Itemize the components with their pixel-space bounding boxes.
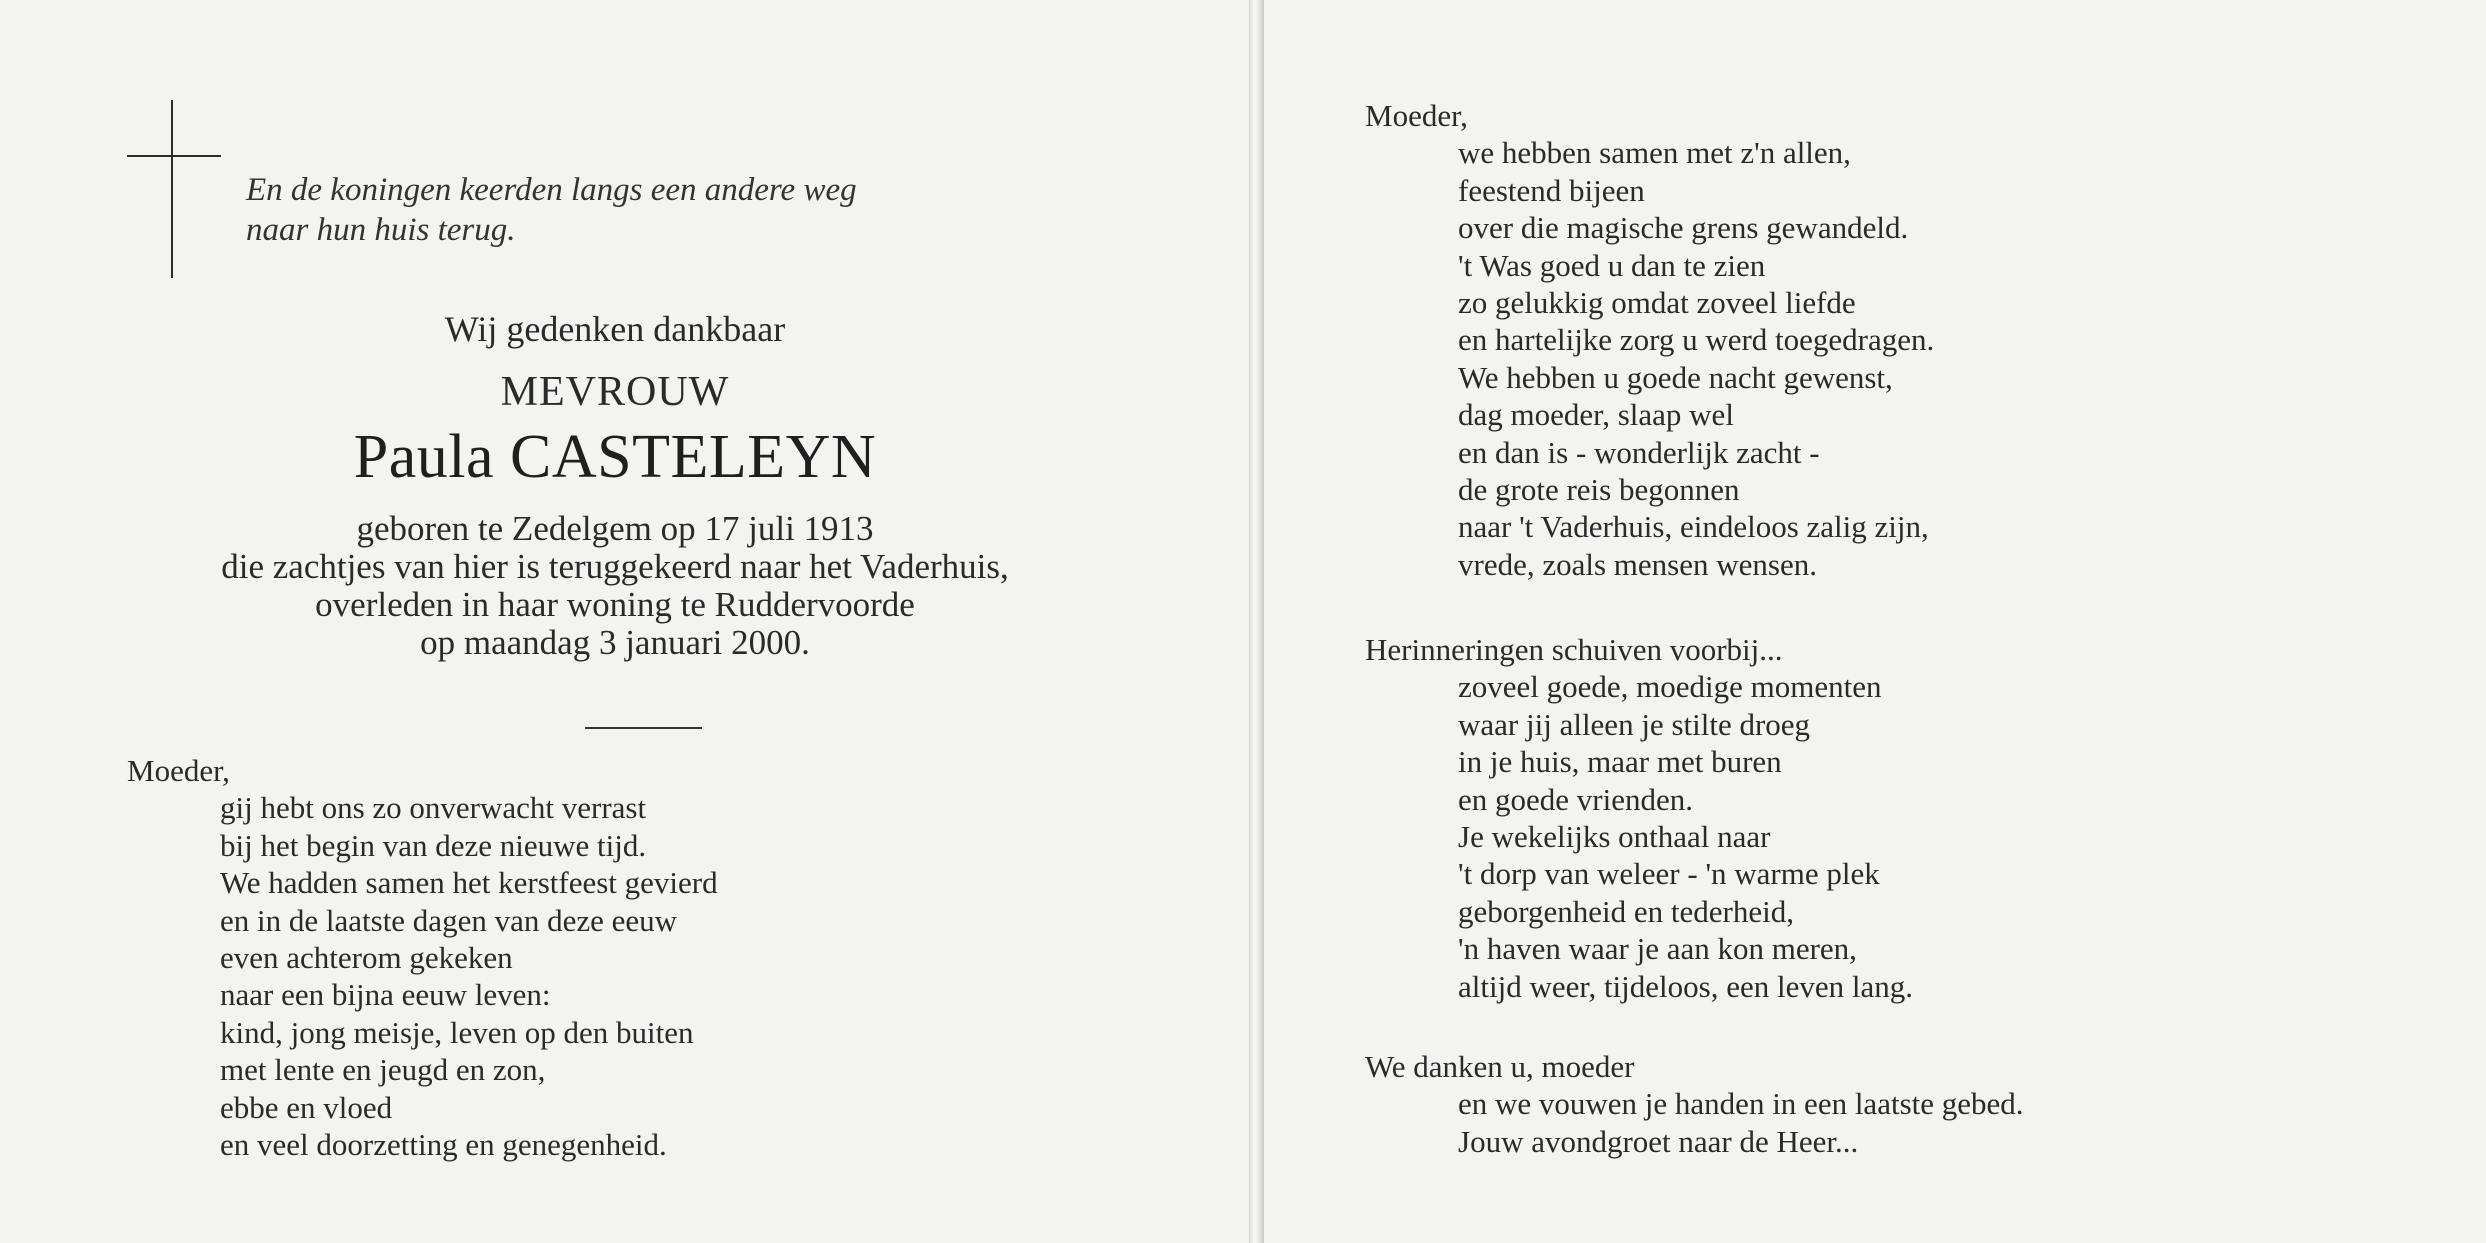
poem-line: 'n haven waar je aan kon meren, [1458,931,1857,967]
detail-line: die zachtjes van hier is teruggekeerd naar het Vaderhuis, [221,547,1009,586]
poem-head: Moeder, [127,753,230,788]
cross-icon-bar [127,155,221,157]
poem-stanza [1365,1048,2024,1160]
poem-left [127,752,718,1163]
right-page [1262,0,2486,1243]
poem-line: gij hebt ons zo onverwacht verrast [220,790,647,826]
divider [585,727,702,729]
poem-line: geborgenheid en tederheid, [1458,893,1794,929]
poem-line: en veel doorzetting en genegenheid. [220,1127,667,1163]
poem-line: de grote reis begonnen [1458,472,1740,508]
poem-line: even achterom gekeken [220,940,513,976]
poem-stanza [1365,631,1913,1005]
stanza-head: We danken u, moeder [1365,1049,1635,1084]
deceased-name: Paula CASTELEYN [353,423,877,491]
poem-line: altijd weer, tijdeloos, een leven lang. [1458,968,1913,1004]
poem-line: We hebben u goede nacht gewenst, [1458,359,1893,395]
poem-line: met lente en jeugd en zon, [220,1052,546,1088]
detail-line: overleden in haar woning te Ruddervoorde [315,585,915,624]
poem-line: en we vouwen je handen in een laatste gebed. [1458,1086,2024,1122]
stanza-head: Herinneringen schuiven voorbij... [1365,632,1783,667]
poem-line: en hartelijke zorg u werd toegedragen. [1458,322,1935,358]
poem-line: feestend bijeen [1458,172,1645,208]
poem-line: zo gelukkig omdat zoveel liefde [1458,285,1856,321]
epigraph-line: En de koningen keerden langs een andere weg [246,172,857,208]
poem-line: Jouw avondgroet naar de Heer... [1458,1123,1859,1159]
card-fold [1250,0,1262,1243]
epigraph [246,170,857,250]
poem-line: we hebben samen met z'n allen, [1458,135,1851,171]
epigraph-line: naar hun huis terug. [246,212,516,248]
poem-line: bij het begin van deze nieuwe tijd. [220,827,647,863]
life-details [150,510,1080,662]
honorific: MEVROUW [500,369,730,415]
poem-line: over die magische grens gewandeld. [1458,210,1909,246]
poem-line: en goede vrienden. [1458,781,1693,817]
poem-line: 't dorp van weleer - 'n warme plek [1458,856,1880,892]
stanza-head: Moeder, [1365,98,1468,133]
detail-line: op maandag 3 januari 2000. [420,623,810,662]
poem-stanza [1365,97,1934,583]
poem-line: dag moeder, slaap wel [1458,397,1734,433]
poem-line: zoveel goede, moedige momenten [1458,669,1882,705]
poem-line: ebbe en vloed [220,1089,393,1125]
poem-line: 't Was goed u dan te zien [1458,247,1766,283]
cross-icon [171,100,173,278]
intro-text: Wij gedenken dankbaar [444,309,786,349]
poem-line: We hadden samen het kerstfeest gevierd [220,865,718,901]
poem-line: kind, jong meisje, leven op den buiten [220,1014,694,1050]
detail-line: geboren te Zedelgem op 17 juli 1913 [356,509,874,548]
poem-line: Je wekelijks onthaal naar [1458,819,1771,855]
poem-line: en in de laatste dagen van deze eeuw [220,902,678,938]
poem-line: en dan is - wonderlijk zacht - [1458,434,1820,470]
poem-line: waar jij alleen je stilte droeg [1458,706,1811,742]
poem-line: naar een bijna eeuw leven: [220,977,551,1013]
poem-line: in je huis, maar met buren [1458,744,1782,780]
poem-line: naar 't Vaderhuis, eindeloos zalig zijn, [1458,509,1929,545]
poem-line: vrede, zoals mensen wensen. [1458,546,1817,582]
